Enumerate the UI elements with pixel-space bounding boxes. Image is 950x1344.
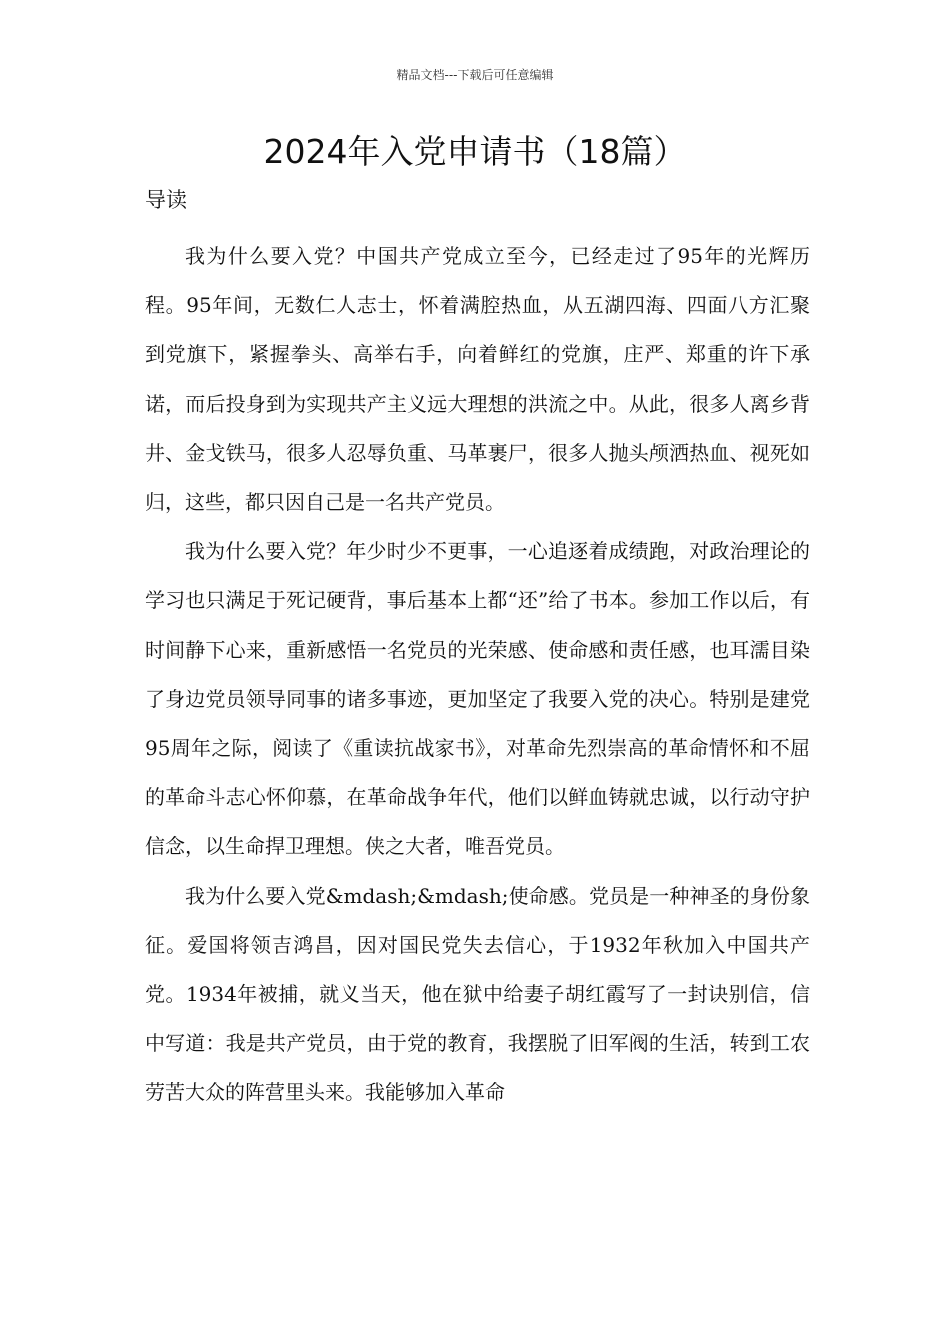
document-title: 2024年入党申请书（18篇） <box>263 132 687 171</box>
paragraph-1: 我为什么要入党？中国共产党成立至今，已经走过了95年的光辉历程。95年间，无数仁人志士，怀着满腔热血，从五湖四海、四面八方汇聚到党旗下，紧握拳头、高举右手，向着鲜红的党旗，庄严、郑重的许下承诺，而后投身到为实现共产主义远大理想的洪流之中。从此，很多人离乡背井、金戈铁马，很多人忍辱负重、马革裹尸，很多人抛头颅洒热血、视死如归，这些，都只因自己是一名共产党员。 <box>145 244 810 515</box>
paragraph-3: 我为什么要入党&mdash;&mdash;使命感。党员是一种神圣的身份象征。爱国将领吉鸿昌，因对国民党失去信心，于1932年秋加入中国共产党。1934年被捕，就义当天，他在狱中给妻子胡红霞写了一封诀别信，信中写道：我是共产党员，由于党的教育，我摆脱了旧军阀的生活，转到工农劳苦大众的阵营里头来。我能够加入革命 <box>145 883 810 1105</box>
header-note: 精品文档---下载后可任意编辑 <box>396 68 554 82</box>
body-text <box>145 232 810 1118</box>
paragraph-2: 我为什么要入党？年少时少不更事，一心追逐着成绩跑，对政治理论的学习也只满足于死记硬背，事后基本上都“还”给了书本。参加工作以后，有时间静下心来，重新感悟一名党员的光荣感、使命感和责任感，也耳濡目染了身边党员领导同事的诸多事迹，更加坚定了我要入党的决心。特别是建党95周年之际，阅读了《重读抗战家书》，对革命先烈崇高的革命情怀和不屈的革命斗志心怀仰慕，在革命战争年代，他们以鲜血铸就忠诚，以行动守护信念，以生命捍卫理想。侠之大者，唯吾党员。 <box>145 539 810 859</box>
lead-label: 导读 <box>145 188 187 212</box>
